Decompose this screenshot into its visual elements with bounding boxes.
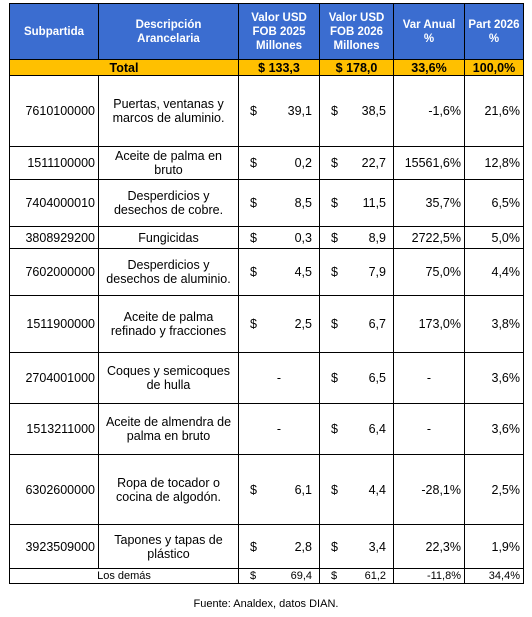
others-part: 34,4% [465,569,524,584]
descripcion-cell: Aceite de almendra de palma en bruto [99,404,239,455]
descripcion-cell: Ropa de tocador o cocina de algodón. [99,455,239,525]
amount: 6,7 [368,317,386,331]
total-value-2026 [320,60,394,76]
table-row [10,249,524,296]
currency-symbol: $ [250,265,257,279]
header-row [10,4,524,60]
amount: 6,5 [368,371,386,385]
var-anual-cell: 15561,6% [394,147,465,180]
valor-2026-cell [320,249,394,296]
part-2026-cell: 3,6% [465,404,524,455]
part-2026-cell: 21,6% [465,76,524,147]
currency-symbol: $ [335,60,343,75]
subpartida-cell: 6302600000 [10,455,99,525]
amount: 4,4 [368,482,386,497]
currency-symbol: $ [250,482,257,497]
table-row [10,296,524,353]
amount: 39,1 [287,104,312,118]
valor-2025-cell [239,296,320,353]
amount: 0,2 [294,156,312,170]
descripcion-cell: Aceite de palma en bruto [99,147,239,180]
table-row [10,455,524,525]
table-row [10,353,524,404]
header-valor-2025: Valor USD FOB 2025 Millones [239,4,320,60]
total-part: 100,0% [465,60,524,76]
others-row [10,569,524,584]
valor-2025-cell [239,455,320,525]
header-var-anual: Var Anual % [394,4,465,60]
var-anual-cell: - [394,353,465,404]
descripcion-cell: Fungicidas [99,227,239,249]
part-2026-cell: 3,6% [465,353,524,404]
subpartida-cell: 1511900000 [10,296,99,353]
currency-symbol: $ [258,60,266,75]
export-table [9,3,524,584]
subpartida-cell: 1513211000 [10,404,99,455]
valor-2026-cell [320,404,394,455]
total-value-2025 [239,60,320,76]
amount: 2,5 [294,317,312,331]
descripcion-cell: Desperdicios y desechos de aluminio. [99,249,239,296]
total-row [10,60,524,76]
amount: 7,9 [368,265,386,279]
header-part-2026: Part 2026 % [465,4,524,60]
subpartida-cell: 3923509000 [10,525,99,569]
currency-symbol: $ [331,265,338,279]
valor-2026-cell [320,525,394,569]
subpartida-cell: 7404000010 [10,180,99,227]
valor-2026-cell [320,296,394,353]
descripcion-cell: Coques y semicoques de hulla [99,353,239,404]
total-v2025: 133,3 [268,60,300,75]
var-anual-cell: 173,0% [394,296,465,353]
part-2026-cell: 1,9% [465,525,524,569]
amount: 22,7 [361,156,386,170]
currency-symbol: $ [331,156,338,170]
var-anual-cell: 2722,5% [394,227,465,249]
valor-2025-cell [239,180,320,227]
valor-2026-cell [320,455,394,525]
currency-symbol: $ [331,371,338,385]
var-anual-cell: 35,7% [394,180,465,227]
amount: 6,4 [368,422,386,436]
currency-symbol: $ [250,196,257,210]
amount: 0,3 [294,230,312,245]
part-2026-cell: 4,4% [465,249,524,296]
currency-symbol: $ [331,422,338,436]
source-note: Fuente: Analdex, datos DIAN. [193,598,339,610]
var-anual-cell: 22,3% [394,525,465,569]
amount: 38,5 [361,104,386,118]
valor-2026-cell [320,227,394,249]
amount: 6,1 [294,482,312,497]
currency-symbol: $ [250,539,257,554]
currency-symbol: $ [250,156,257,170]
table-row [10,404,524,455]
others-var: -11,8% [394,569,465,584]
subpartida-cell: 3808929200 [10,227,99,249]
descripcion-cell: Tapones y tapas de plástico [99,525,239,569]
total-v2026: 178,0 [346,60,378,75]
var-anual-cell: -28,1% [394,455,465,525]
currency-symbol: $ [331,317,338,331]
currency-symbol: $ [331,569,338,582]
valor-2025-cell [239,227,320,249]
part-2026-cell: 3,8% [465,296,524,353]
header-valor-2026: Valor USD FOB 2026 Millones [320,4,394,60]
valor-2025-cell [239,525,320,569]
var-anual-cell: -1,6% [394,76,465,147]
currency-symbol: $ [331,230,338,245]
header-subpartida: Subpartida [10,4,99,60]
currency-symbol: $ [250,230,257,245]
var-anual-cell: 75,0% [394,249,465,296]
valor-2025-cell: - [239,404,320,455]
table-row [10,147,524,180]
others-value-2025 [239,569,320,584]
table-row [10,227,524,249]
valor-2026-cell [320,76,394,147]
others-label: Los demás [10,569,239,584]
subpartida-cell: 1511100000 [10,147,99,180]
subpartida-cell: 2704001000 [10,353,99,404]
descripcion-cell: Puertas, ventanas y marcos de aluminio. [99,76,239,147]
currency-symbol: $ [331,196,338,210]
valor-2026-cell [320,147,394,180]
valor-2026-cell [320,353,394,404]
currency-symbol: $ [331,104,338,118]
valor-2025-cell [239,147,320,180]
table-row [10,525,524,569]
amount: 2,8 [294,539,312,554]
subpartida-cell: 7610100000 [10,76,99,147]
amount: 8,9 [368,230,386,245]
currency-symbol: $ [331,482,338,497]
header-descripcion: Descripción Arancelaria [99,4,239,60]
descripcion-cell: Desperdicios y desechos de cobre. [99,180,239,227]
total-var: 33,6% [394,60,465,76]
table-row [10,76,524,147]
amount: 69,4 [290,569,312,582]
amount: 11,5 [362,196,386,210]
part-2026-cell: 12,8% [465,147,524,180]
var-anual-cell: - [394,404,465,455]
currency-symbol: $ [250,104,257,118]
valor-2025-cell [239,249,320,296]
amount: 61,2 [364,569,386,582]
table-row [10,180,524,227]
amount: 8,5 [294,196,312,210]
amount: 3,4 [368,539,386,554]
part-2026-cell: 2,5% [465,455,524,525]
valor-2025-cell [239,76,320,147]
valor-2025-cell: - [239,353,320,404]
subpartida-cell: 7602000000 [10,249,99,296]
part-2026-cell: 5,0% [465,227,524,249]
descripcion-cell: Aceite de palma refinado y fracciones [99,296,239,353]
valor-2026-cell [320,180,394,227]
total-label: Total [10,60,239,76]
currency-symbol: $ [250,317,257,331]
others-value-2026 [320,569,394,584]
currency-symbol: $ [331,539,338,554]
part-2026-cell: 6,5% [465,180,524,227]
currency-symbol: $ [250,569,257,582]
amount: 4,5 [294,265,312,279]
